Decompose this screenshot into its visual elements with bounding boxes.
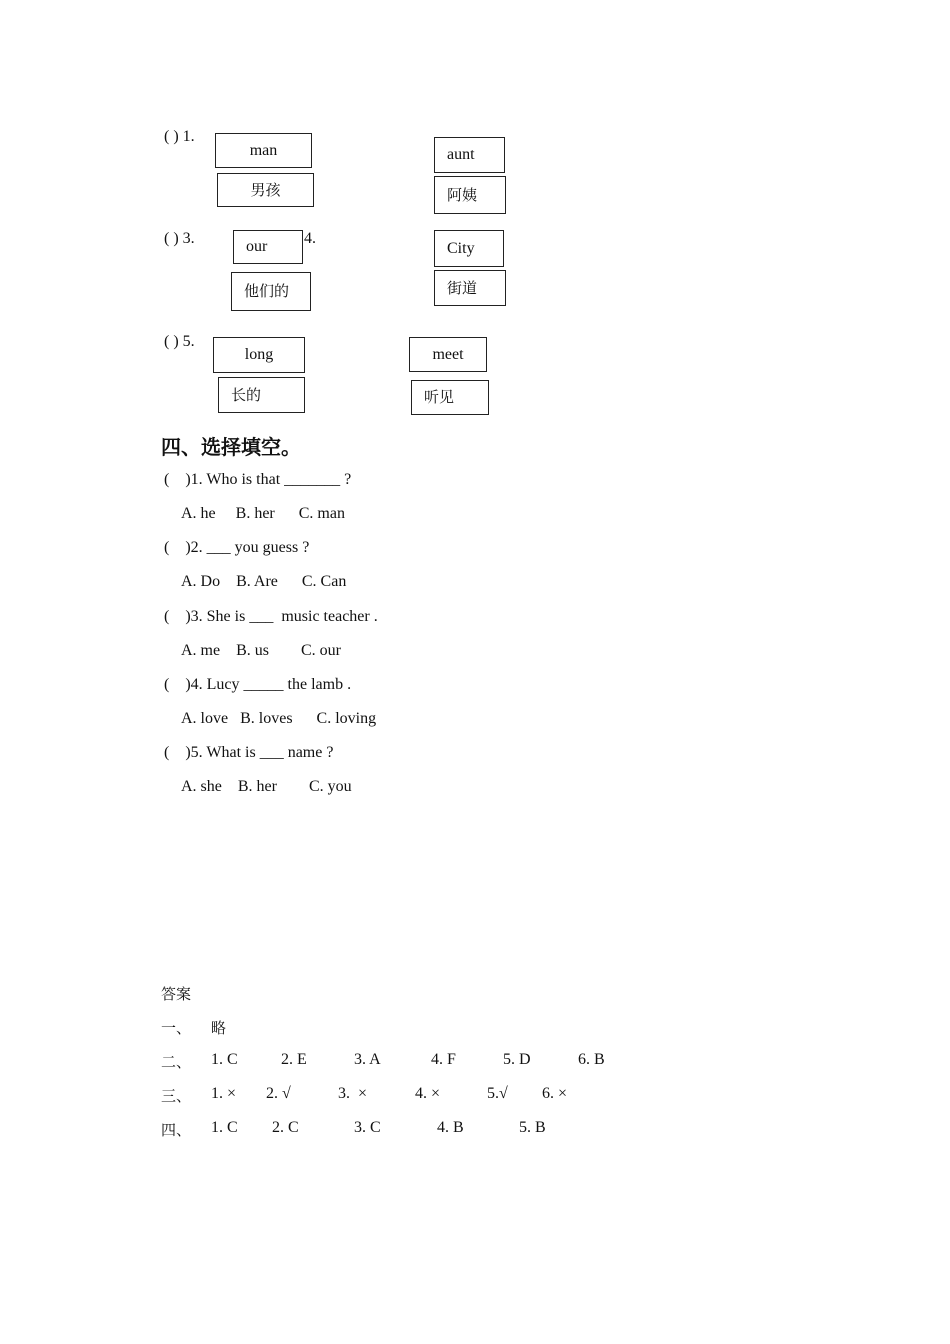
word-box-man: man (215, 133, 312, 168)
meaning-box-long: 长的 (218, 377, 305, 413)
meaning-box-street: 街道 (434, 270, 506, 306)
meaning-box-aunt: 阿姨 (434, 176, 506, 214)
answer-item: 4. B (437, 1119, 464, 1136)
question-1-label: ( ) 1. (164, 128, 195, 145)
answer-item: 3. C (354, 1119, 381, 1136)
answer-item: 1. C (211, 1051, 238, 1068)
meaning-box-boy: 男孩 (217, 173, 314, 207)
answer-item: 2. E (281, 1051, 307, 1068)
answer-item: 1. C (211, 1119, 238, 1136)
question-4-label: 4. (304, 230, 316, 247)
question-2: ( )2. ___ you guess ? (164, 539, 310, 556)
answer-title: 答案 (161, 985, 192, 1003)
question-3-options: A. me B. us C. our (181, 642, 341, 659)
question-1: ( )1. Who is that _______ ? (164, 471, 352, 488)
answer-item: 2. √ (266, 1085, 291, 1102)
answer-item: 6. × (542, 1085, 568, 1102)
question-1-options: A. he B. her C. man (181, 505, 345, 522)
answer-item: 5. B (519, 1119, 546, 1136)
answer-item: 5. D (503, 1051, 531, 1068)
answer-item: 5.√ (487, 1085, 508, 1102)
meaning-box-hear: 听见 (411, 380, 489, 415)
word-box-aunt: aunt (434, 137, 505, 173)
answer-row-1-label: 一、 (161, 1019, 192, 1037)
question-3-label: ( ) 3. (164, 230, 195, 247)
answer-item: 6. B (578, 1051, 605, 1068)
question-5-label: ( ) 5. (164, 333, 195, 350)
answer-row-4-label: 四、 (161, 1121, 192, 1139)
answer-item: 1. × (211, 1085, 237, 1102)
answer-item: 3. × (338, 1085, 368, 1102)
question-5: ( )5. What is ___ name ? (164, 744, 334, 761)
section-4-title: 四、选择填空。 (161, 435, 301, 459)
question-5-options: A. she B. her C. you (181, 778, 352, 795)
word-box-city: City (434, 230, 504, 267)
answer-row-1-item: 略 (211, 1019, 227, 1037)
answer-item: 4. × (415, 1085, 441, 1102)
word-box-our: our (233, 230, 303, 264)
question-3: ( )3. She is ___ music teacher . (164, 608, 378, 625)
answer-row-3-label: 三、 (161, 1087, 192, 1105)
word-box-long: long (213, 337, 305, 373)
question-2-options: A. Do B. Are C. Can (181, 573, 347, 590)
answer-item: 3. A (354, 1051, 381, 1068)
answer-row-2-label: 二、 (161, 1053, 192, 1071)
meaning-box-their: 他们的 (231, 272, 311, 311)
question-4: ( )4. Lucy _____ the lamb . (164, 676, 352, 693)
word-box-meet: meet (409, 337, 487, 372)
answer-item: 2. C (272, 1119, 299, 1136)
answer-item: 4. F (431, 1051, 456, 1068)
question-4-options: A. love B. loves C. loving (181, 710, 377, 727)
